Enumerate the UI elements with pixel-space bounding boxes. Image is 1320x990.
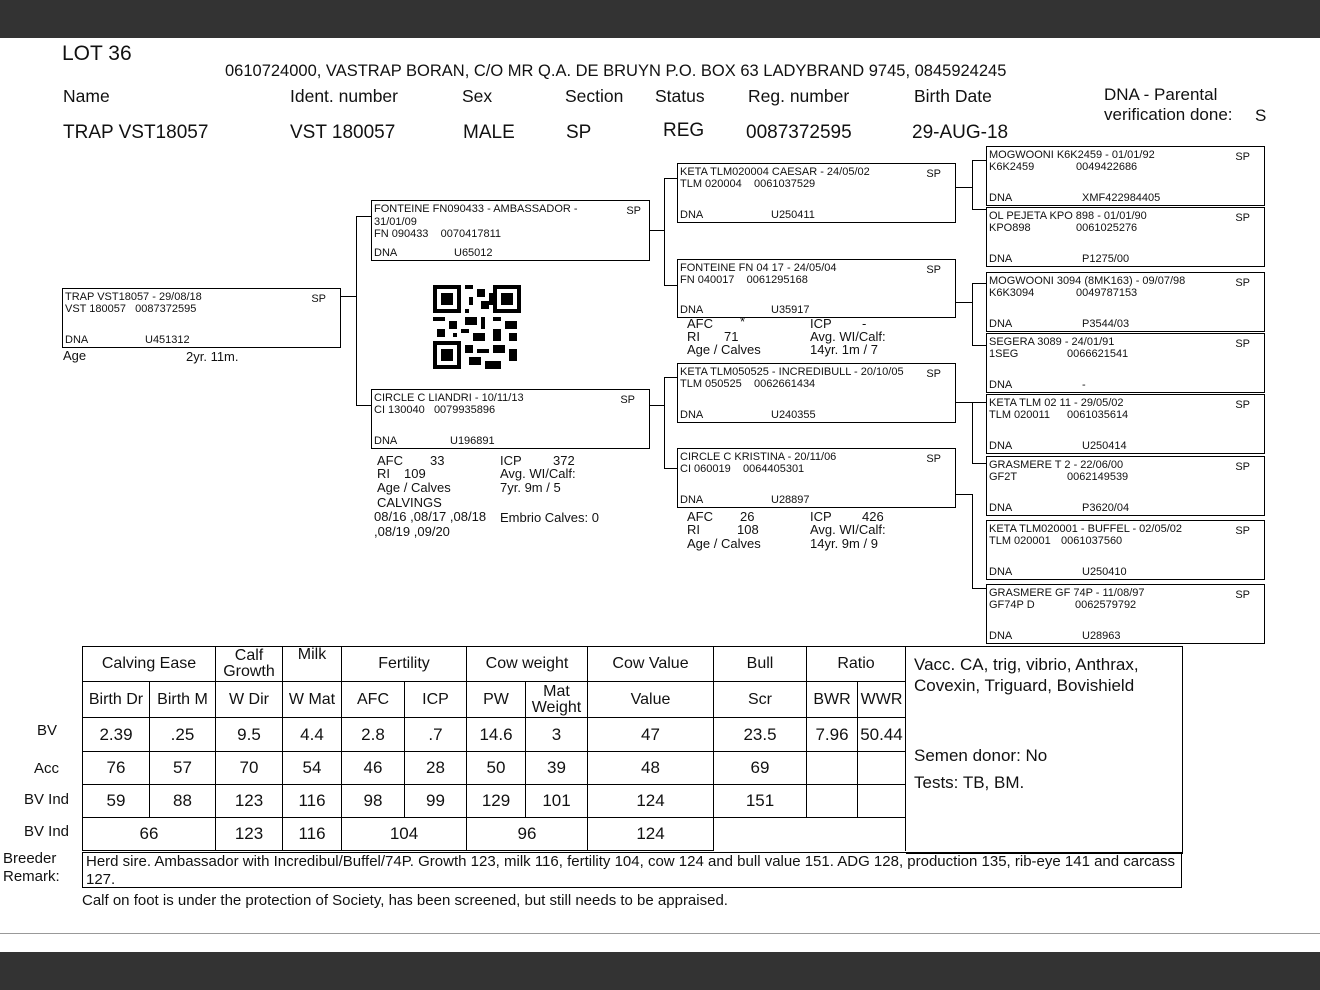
bv-table: Calving Ease Calf Growth Milk Fertility Cow weight Cow Value Bull Ratio Birth Dr Birth M W Dir W Mat AFC ICP PW Mat Weight Value Scr BWR WWR 2.39 .25 9.5 4.4 2.8 .7 14.6 3 47 23.5 7.96 50.44 76 57 70 54 46 28 50 39 48 69 59 88 123 116 98 99 129 101 124 151 66 123 116 104 96 124 xyxy=(82,646,906,851)
header-sex: Sex xyxy=(462,86,493,106)
dam-sire-box: KETA TLM050525 - INCREDIBULL - 20/10/05 SP TLM 050525 0062661434 DNA U240355 xyxy=(677,363,956,423)
lot-number: LOT 36 xyxy=(62,42,132,65)
ancestor-box: KETA TLM 02 11 - 29/05/02 SP TLM 020011 0061035614 DNA U250414 xyxy=(986,394,1265,454)
remark-label-2: Remark: xyxy=(3,868,60,885)
bottom-bar xyxy=(0,952,1320,990)
tests-text: Tests: TB, BM. xyxy=(914,773,1025,792)
animal-sex: MALE xyxy=(463,122,515,143)
header-dna1: DNA - Parental xyxy=(1104,85,1218,104)
age-label: Age xyxy=(63,348,87,363)
ancestor-box: GRASMERE T 2 - 22/06/00 SP GF2T 0062149539 DNA P3620/04 xyxy=(986,456,1265,516)
animal-status: REG xyxy=(663,120,705,141)
header-section: Section xyxy=(565,86,624,106)
qr-code-icon xyxy=(433,285,521,369)
ancestor-box: OL PEJETA KPO 898 - 01/01/90 SP KPO898 0061025276 DNA P1275/00 xyxy=(986,207,1265,267)
divider xyxy=(0,933,1320,934)
animal-birth: 29-AUG-18 xyxy=(912,122,1009,143)
owner-line: 0610724000, VASTRAP BORAN, C/O MR Q.A. DE BRUYN P.O. BOX 63 LADYBRAND 9745, 0845924245 xyxy=(225,62,1007,80)
header-ident: Ident. number xyxy=(290,86,398,106)
header-dna2: verification done: xyxy=(1104,105,1233,124)
breeder-remark: Herd sire. Ambassador with Incredibul/Buffel/74P. Growth 123, milk 116, fertility 104, cow 124 and bull value 151. ADG 128, production 135, rib-eye 141 and carcass 127. xyxy=(82,852,1182,888)
animal-name: TRAP VST18057 xyxy=(63,122,209,143)
header-reg: Reg. number xyxy=(748,86,850,106)
footer-note: Calf on foot is under the protection of Society, has been screened, but still needs to be appraised. xyxy=(82,892,728,909)
row-label-bv: BV xyxy=(37,722,58,739)
row-label-bvind: BV Ind xyxy=(24,791,70,808)
subject-box: TRAP VST18057 - 29/08/18 SP VST 180057 0087372595 DNA U451312 xyxy=(62,288,341,348)
row-label-acc: Acc xyxy=(34,760,60,777)
ancestor-box: SEGERA 3089 - 24/01/91 SP 1SEG 0066621541 DNA - xyxy=(986,333,1265,393)
ancestor-box: MOGWOONI K6K2459 - 01/01/92 SP K6K2459 0049422686 DNA XMF422984405 xyxy=(986,146,1265,206)
dna-done-value: S xyxy=(1255,106,1267,125)
ancestor-box: KETA TLM020001 - BUFFEL - 02/05/02 SP TLM 020001 0061037560 DNA U250410 xyxy=(986,520,1265,580)
ancestor-box: GRASMERE GF 74P - 11/08/97 SP GF74P D 0062579792 DNA U28963 xyxy=(986,584,1265,644)
row-label-bvind2: BV Ind xyxy=(24,823,70,840)
dam-dam-box: CIRCLE C KRISTINA - 20/11/06 SP CI 060019 0064405301 DNA U28897 xyxy=(677,448,956,508)
sire-dam-box: FONTEINE FN 04 17 - 24/05/04 SP FN 040017 0061295168 DNA U35917 xyxy=(677,259,956,318)
vacc-text: Vacc. CA, trig, vibrio, Anthrax, Covexin, Triguard, Bovishield xyxy=(914,655,1139,695)
semen-text: Semen donor: No xyxy=(914,746,1048,765)
header-birth: Birth Date xyxy=(914,86,992,106)
animal-section: SP xyxy=(566,122,592,143)
dam-box: CIRCLE C LIANDRI - 10/11/13 SP CI 130040 0079935896 DNA U196891 xyxy=(371,389,650,449)
header-name: Name xyxy=(63,86,110,106)
remark-label: Breeder xyxy=(3,850,57,867)
top-bar xyxy=(0,0,1320,38)
header-status: Status xyxy=(655,86,705,106)
age-value: 2yr. 11m. xyxy=(186,349,239,364)
sire-box: FONTEINE FN090433 - AMBASSADOR - 31/01/09 SP FN 090433 0070417811 DNA U65012 xyxy=(371,200,650,261)
ancestor-box: MOGWOONI 3094 (8MK163) - 09/07/98 SP K6K3094 0049787153 DNA P3544/03 xyxy=(986,272,1265,332)
info-panel xyxy=(906,646,1183,854)
sire-sire-box: KETA TLM020004 CAESAR - 24/05/02 SP TLM 020004 0061037529 DNA U250411 xyxy=(677,163,956,223)
animal-ident: VST 180057 xyxy=(290,122,396,143)
animal-reg: 0087372595 xyxy=(746,122,852,143)
